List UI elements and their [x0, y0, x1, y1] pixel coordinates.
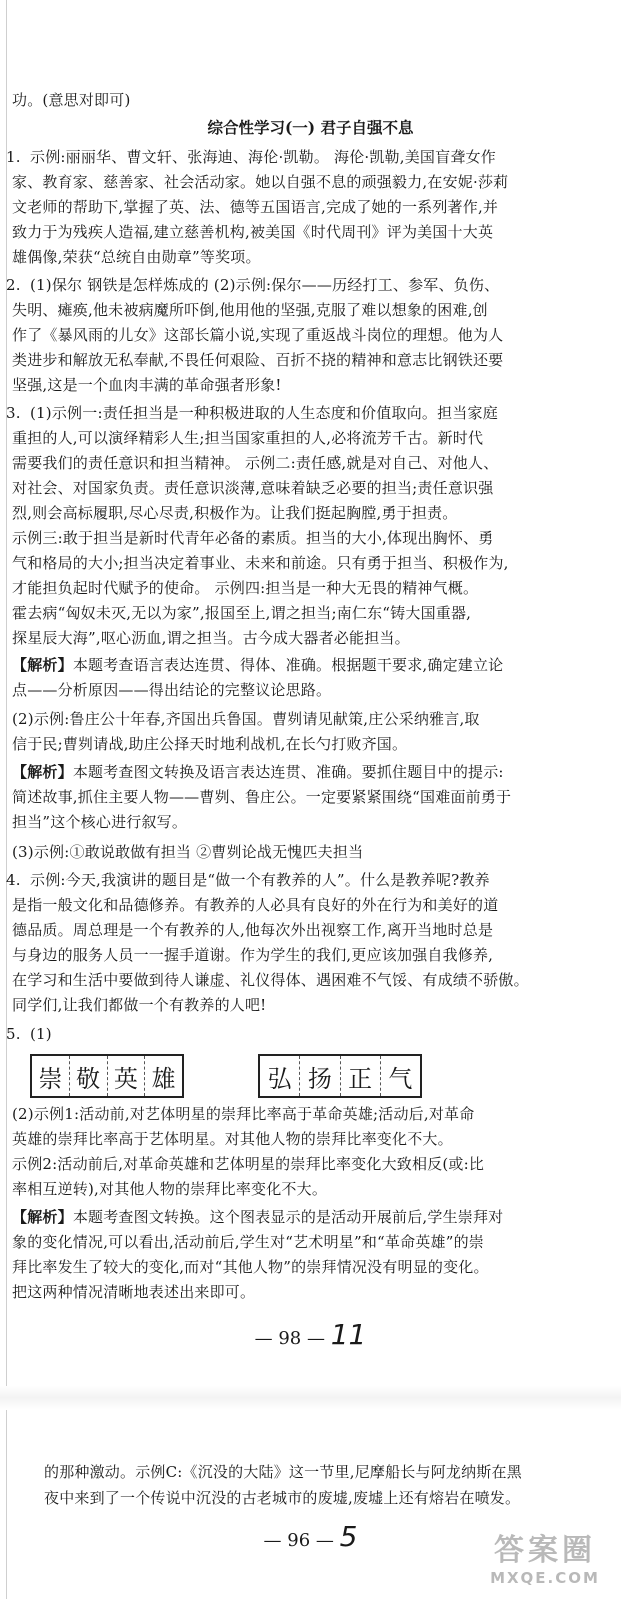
- calligraphy-char: 敬: [70, 1056, 108, 1096]
- text-line: (2)示例:鲁庄公十年春,齐国出兵鲁国。曹刿请见献策,庄公采纳雅言,取: [12, 710, 480, 728]
- watermark-url: MXQE.COM: [490, 1569, 600, 1587]
- analysis-line: [12, 1205, 600, 1230]
- analysis-line: 点——分析原因——得出结论的完整议论思路。: [12, 681, 332, 699]
- question-number: 5.: [6, 1025, 21, 1043]
- text-line: 示例:今天,我演讲的题目是“做一个有教养的人”。什么是教养呢?教养: [30, 871, 490, 889]
- text-line: (1)保尔 钢铁是怎样炼成的 (2)示例:保尔——历经打工、参军、负伤、: [30, 276, 500, 294]
- text-line: 家、教育家、慈善家、社会活动家。她以自强不息的顽强毅力,在安妮·莎莉: [12, 173, 509, 191]
- text-line: 夜中来到了一个传说中沉没的古老城市的废墟,废墟上还有熔岩在喷发。: [44, 1489, 521, 1507]
- calligraphy-box-1: [30, 1054, 184, 1098]
- calligraphy-char: 正: [341, 1056, 381, 1096]
- calligraphy-char: 英: [108, 1056, 146, 1096]
- text-line: 坚强,这是一个血肉丰满的革命强者形象!: [12, 376, 282, 394]
- analysis-text: 本题考查语言表达连贯、得体、准确。根据题干要求,确定建立论: [72, 656, 504, 674]
- calligraphy-char: 崇: [32, 1056, 70, 1096]
- calligraphy-char: 雄: [151, 1064, 176, 1093]
- question-number: 1.: [6, 148, 21, 166]
- text-line: 示例三:敢于担当是新时代青年必备的素质。担当的大小,体现出胸怀、勇: [12, 529, 494, 547]
- intro-line: 功。(意思对即可): [12, 91, 131, 109]
- calligraphy-char: 扬: [300, 1056, 340, 1096]
- analysis-line: 把这两种情况清晰地表述出来即可。: [12, 1283, 256, 1301]
- calligraphy-char: 弘: [260, 1056, 300, 1096]
- analysis-line: [12, 653, 600, 678]
- text-line: 才能担负起时代赋予的使命。 示例四:担当是一种大无畏的精神气概。: [12, 579, 479, 597]
- page-separator: [0, 1386, 621, 1410]
- analysis-line: 象的变化情况,可以看出,活动前后,学生对“艺术明星”和“革命英雄”的崇: [12, 1233, 484, 1251]
- analysis-line: [12, 760, 600, 785]
- text-line: 示例2:活动前后,对革命英雄和艺体明星的崇拜比率变化大致相反(或:比: [12, 1155, 485, 1173]
- text-line: 与身边的服务人员一一握手道谢。作为学生的我们,更应该加强自我修养,: [12, 946, 494, 964]
- page-number-text: — 96 —: [263, 1530, 334, 1551]
- text-line: 探星辰大海”,呕心沥血,谓之担当。古今成大器者必能担当。: [12, 629, 410, 647]
- page-number-text: — 98 —: [254, 1328, 325, 1349]
- text-line: 失明、瘫痪,他未被病魔所吓倒,他用他的坚强,克服了难以想象的困难,创: [12, 301, 488, 319]
- handwritten-mark: 11: [330, 1318, 367, 1351]
- analysis-line: 拜比率发生了较大的变化,而对“其他人物”的崇拜情况没有明显的变化。: [12, 1258, 489, 1276]
- analysis-text: 本题考查图文转换。这个图表显示的是活动开展前后,学生崇拜对: [72, 1208, 504, 1226]
- text-line: (3)示例:①敢说敢做有担当 ②曹刿论战无愧匹夫担当: [12, 843, 364, 861]
- question-number: 3.: [6, 404, 21, 422]
- text-line: 气和格局的大小;担当决定着事业、未来和前途。只有勇于担当、积极作为,: [12, 554, 509, 572]
- part-label: (1): [30, 1025, 52, 1043]
- question-number: 2.: [6, 276, 21, 294]
- watermark: [475, 1525, 615, 1591]
- analysis-tag: 【解析】: [12, 656, 73, 674]
- text-line: 类进步和解放无私奉献,不畏任何艰险、百折不挠的精神和意志比钢铁还要: [12, 351, 504, 369]
- text-line: (1)示例一:责任担当是一种积极进取的人生态度和价值取向。担当家庭: [30, 404, 498, 422]
- calligraphy-char: 气: [388, 1064, 413, 1093]
- analysis-line: 简述故事,抓住主要人物——曹刿、鲁庄公。一定要紧紧围绕“国难面前勇于: [12, 788, 512, 806]
- text-line: 致力于为残疾人造福,建立慈善机构,被美国《时代周刊》评为美国十大英: [12, 223, 494, 241]
- analysis-tag: 【解析】: [12, 1208, 73, 1226]
- text-line: 在学习和生活中要做到待人谦虚、礼仪得体、遇困难不气馁、有成绩不骄傲。: [12, 971, 529, 989]
- text-line: 信于民;曹刿请战,助庄公择天时地利战机,在长勺打败齐国。: [12, 735, 408, 753]
- text-line: 的那种激动。示例C:《沉没的大陆》这一节里,尼摩船长与阿龙纳斯在黑: [44, 1463, 522, 1481]
- text-line: 文老师的帮助下,掌握了英、法、德等五国语言,完成了她的一系列著作,并: [12, 198, 499, 216]
- text-line: 同学们,让我们都做一个有教养的人吧!: [12, 996, 267, 1014]
- section-title: 综合性学习(一) 君子自强不息: [207, 118, 414, 137]
- text-line: 率相互逆转),对其他人物的崇拜比率变化不大。: [12, 1180, 328, 1198]
- analysis-text: 本题考查图文转换及语言表达连贯、准确。要抓住题目中的提示:: [72, 763, 504, 781]
- page-edge-line: [6, 0, 7, 1599]
- text-line: 对社会、对国家负责。责任意识淡薄,意味着缺乏必要的担当;责任意识强: [12, 479, 494, 497]
- watermark-logo: 答案圈: [494, 1533, 596, 1568]
- text-line: (2)示例1:活动前,对艺体明星的崇拜比率高于革命英雄;活动后,对革命: [12, 1105, 475, 1123]
- text-line: 德品质。周总理是一个有教养的人,他每次外出视察工作,离开当地时总是: [12, 921, 494, 939]
- page-number: [0, 1318, 621, 1351]
- text-line: 作了《暴风雨的儿女》这部长篇小说,实现了重返战斗岗位的理想。他为人: [12, 326, 504, 344]
- text-line: 雄偶像,荣获“总统自由勋章”等奖项。: [12, 248, 261, 266]
- text-line: 重担的人,可以演绎精彩人生;担当国家重担的人,必将流芳千古。新时代: [12, 429, 484, 447]
- handwritten-mark: 5: [339, 1520, 358, 1553]
- text-line: 霍去病“匈奴未灭,无以为家”,报国至上,谓之担当;南仁东“铸大国重器,: [12, 604, 472, 622]
- calligraphy-box-2: [258, 1054, 422, 1098]
- text-line: 是指一般文化和品德修养。有教养的人必具有良好的外在行为和美好的道: [12, 896, 499, 914]
- text-line: 烈,则会高标履职,尽心尽责,积极作为。让我们挺起胸膛,勇于担责。: [12, 504, 458, 522]
- question-number: 4.: [6, 871, 21, 889]
- analysis-line: 担当”这个核心进行叙写。: [12, 813, 188, 831]
- text-line: 英雄的崇拜比率高于艺体明星。对其他人物的崇拜比率变化不大。: [12, 1130, 453, 1148]
- text-line: 需要我们的责任意识和担当精神。 示例二:责任感,就是对自己、对他人、: [12, 454, 499, 472]
- analysis-tag: 【解析】: [12, 763, 73, 781]
- text-line: 示例:丽丽华、曹文轩、张海迪、海伦·凯勒。 海伦·凯勒,美国盲聋女作: [30, 148, 496, 166]
